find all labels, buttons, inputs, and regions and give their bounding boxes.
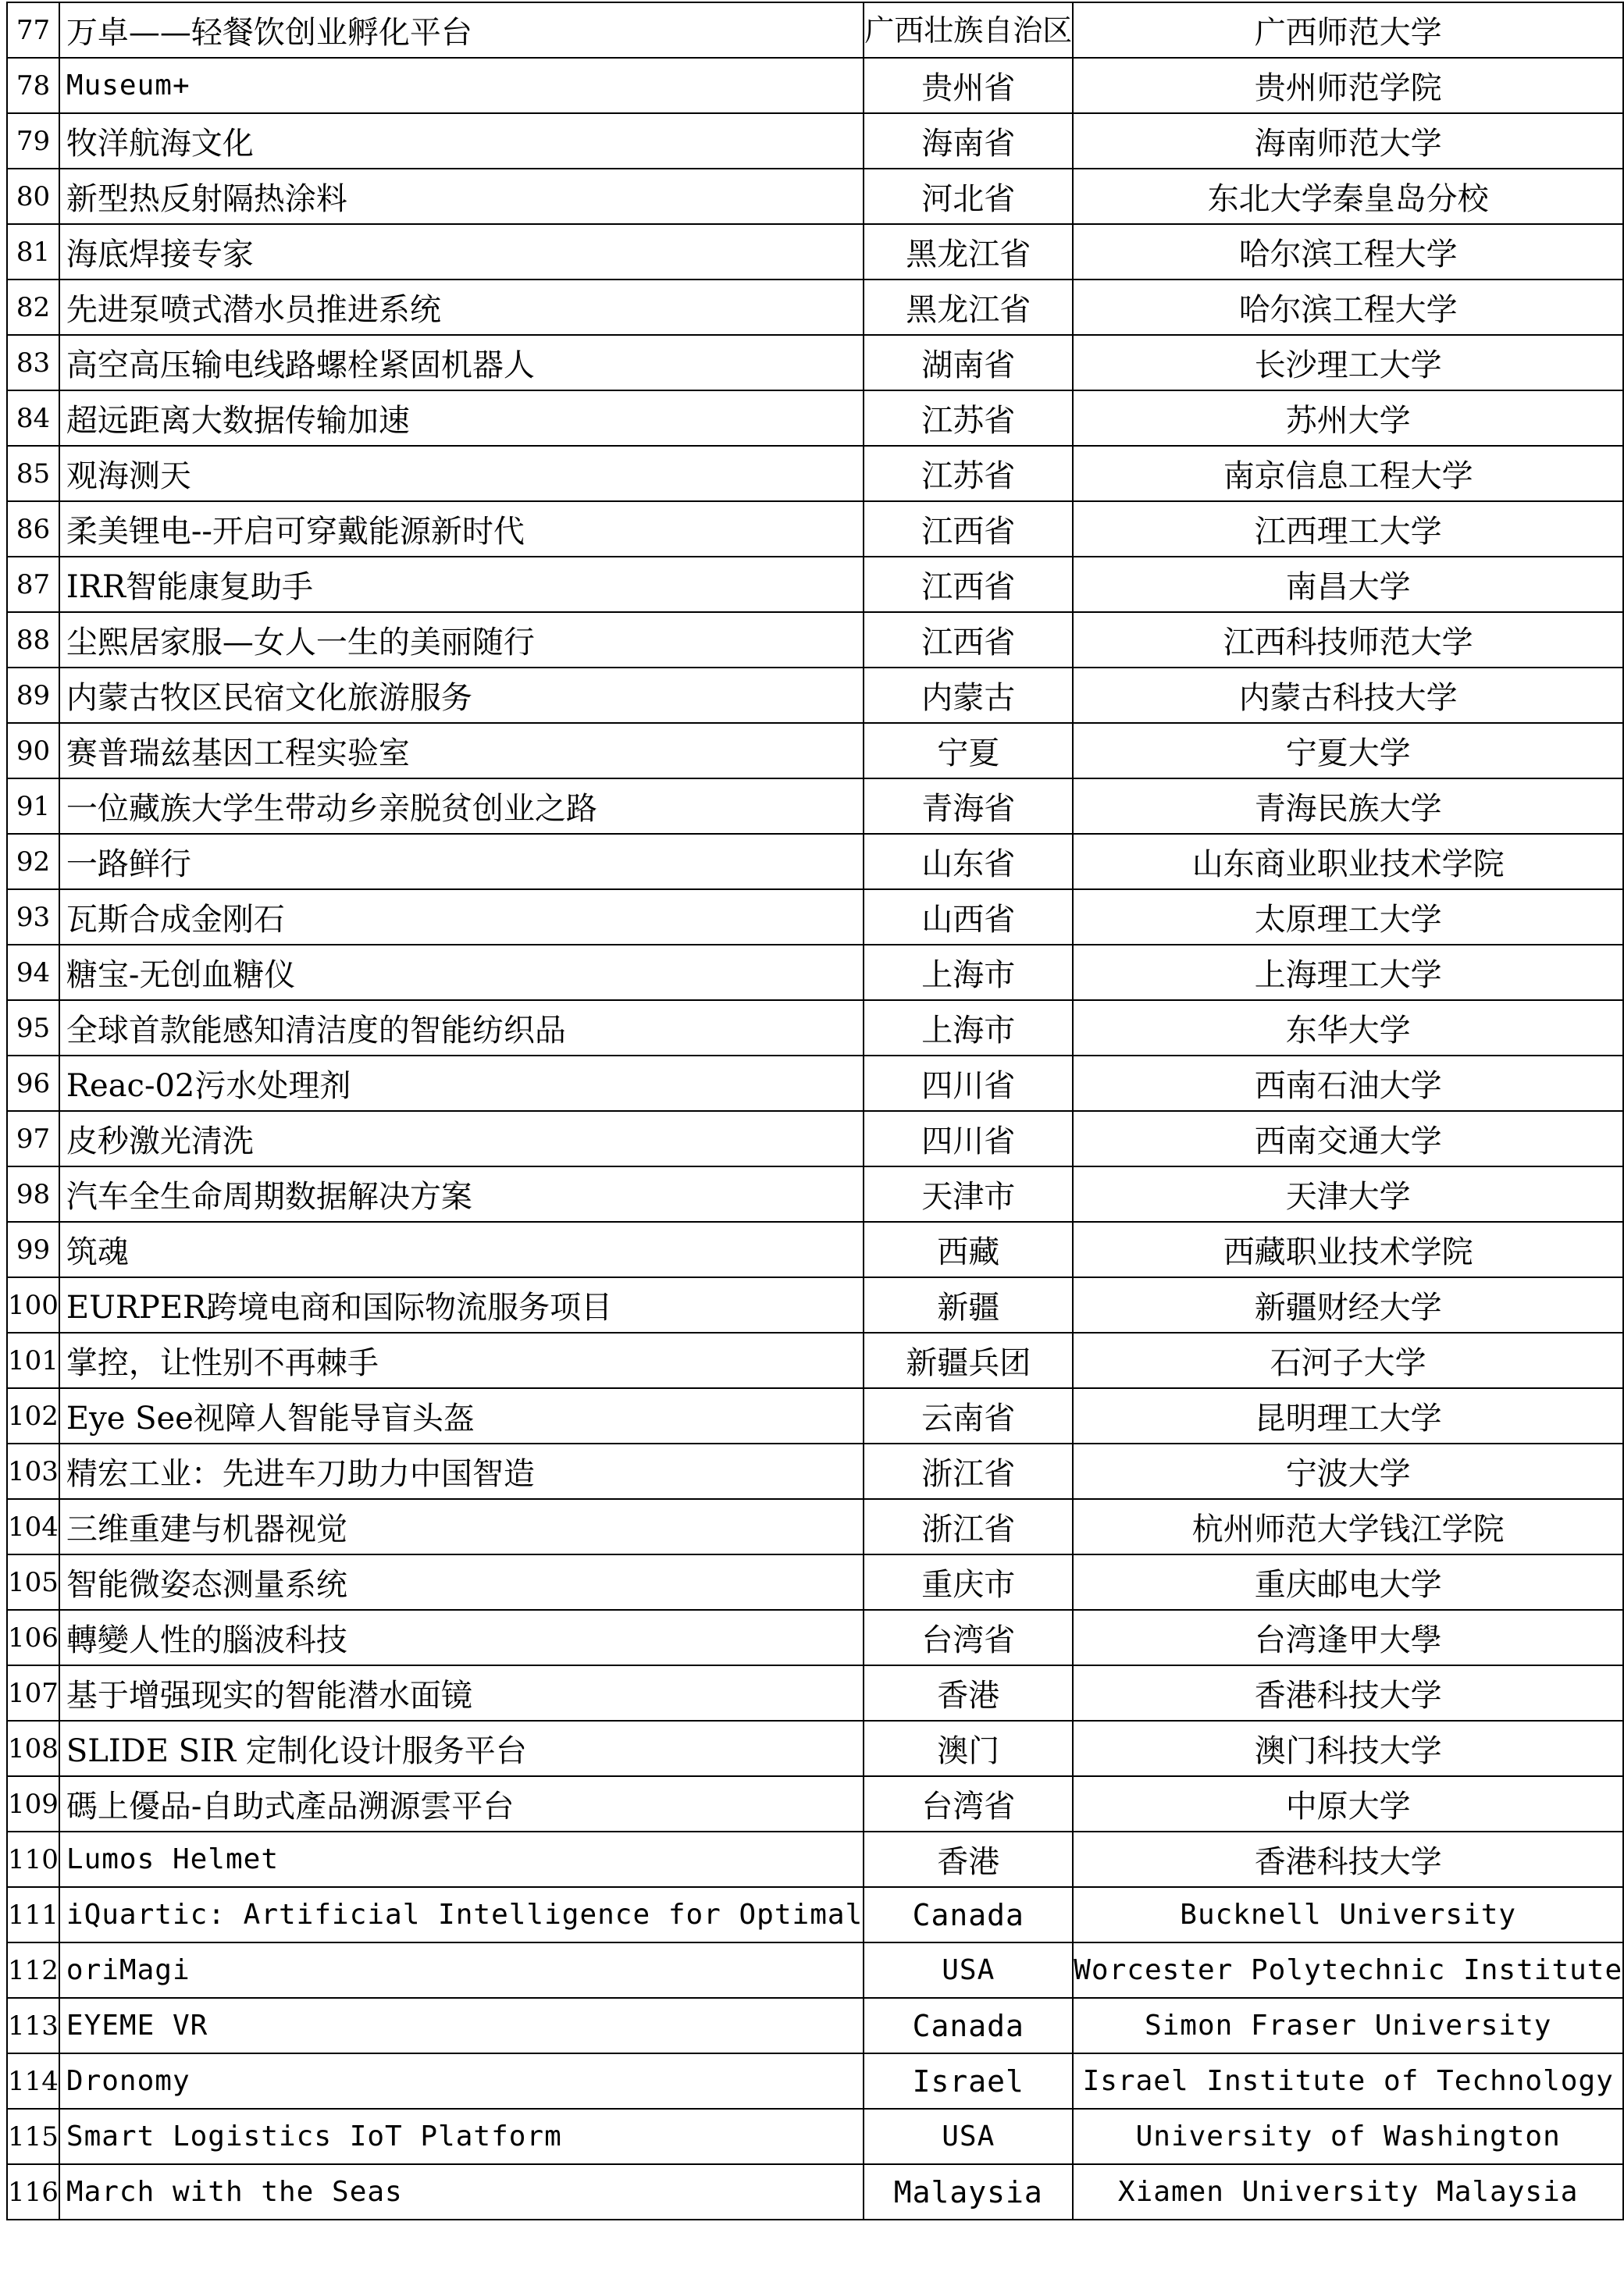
row-number-cell: 79 [7,113,59,169]
project-name-cell: 超远距离大数据传输加速 [59,390,864,446]
table-row [7,1832,1623,1887]
table-row [7,1887,1623,1942]
row-number-cell: 85 [7,446,59,501]
province-cell: Malaysia [864,2164,1073,2220]
school-cell: University of Washington [1073,2109,1623,2164]
table-row [7,889,1623,945]
row-number-cell: 80 [7,169,59,224]
row-number-cell: 114 [7,2053,59,2109]
project-name-cell: Eye See视障人智能导盲头盔 [59,1388,864,1444]
province-cell: 江西省 [864,612,1073,668]
table-row [7,668,1623,723]
table-row [7,1388,1623,1444]
school-cell: 西南石油大学 [1073,1056,1623,1111]
row-number-cell: 101 [7,1333,59,1388]
project-name-cell: 先进泵喷式潜水员推进系统 [59,280,864,335]
school-cell: 江西理工大学 [1073,501,1623,557]
province-cell: 台湾省 [864,1610,1073,1665]
row-number-cell: 98 [7,1166,59,1222]
table-row [7,113,1623,169]
row-number-cell: 97 [7,1111,59,1166]
school-cell: Bucknell University [1073,1887,1623,1942]
school-cell: 贵州师范学院 [1073,58,1623,113]
project-name-cell: Reac-02污水处理剂 [59,1056,864,1111]
project-name-cell: 一路鲜行 [59,834,864,889]
project-name-cell: 一位藏族大学生带动乡亲脱贫创业之路 [59,778,864,834]
row-number-cell: 94 [7,945,59,1000]
province-cell: 新疆兵团 [864,1333,1073,1388]
table-row [7,1942,1623,1998]
table-row [7,1776,1623,1832]
project-name-cell: 尘熙居家服—女人一生的美丽随行 [59,612,864,668]
province-cell: 宁夏 [864,723,1073,778]
table-row [7,1499,1623,1554]
province-cell: 贵州省 [864,58,1073,113]
school-cell: 香港科技大学 [1073,1832,1623,1887]
row-number-cell: 99 [7,1222,59,1277]
project-name-cell: 柔美锂电--开启可穿戴能源新时代 [59,501,864,557]
project-name-cell: Lumos Helmet [59,1832,864,1887]
row-number-cell: 90 [7,723,59,778]
province-cell: USA [864,2109,1073,2164]
row-number-cell: 78 [7,58,59,113]
province-cell: 上海市 [864,1000,1073,1056]
table-row [7,1056,1623,1111]
project-table [6,2,1624,2220]
row-number-cell: 86 [7,501,59,557]
project-name-cell: 三维重建与机器视觉 [59,1499,864,1554]
province-cell: 山西省 [864,889,1073,945]
table-row [7,1721,1623,1776]
province-cell: 海南省 [864,113,1073,169]
school-cell: 太原理工大学 [1073,889,1623,945]
row-number-cell: 96 [7,1056,59,1111]
school-cell: 西南交通大学 [1073,1111,1623,1166]
province-cell: 黑龙江省 [864,280,1073,335]
province-cell: 浙江省 [864,1499,1073,1554]
province-cell: 上海市 [864,945,1073,1000]
school-cell: 苏州大学 [1073,390,1623,446]
province-cell: 重庆市 [864,1554,1073,1610]
table-row [7,280,1623,335]
table-row [7,1166,1623,1222]
table-row [7,834,1623,889]
row-number-cell: 82 [7,280,59,335]
table-row [7,945,1623,1000]
row-number-cell: 105 [7,1554,59,1610]
project-name-cell: 掌控，让性别不再棘手 [59,1333,864,1388]
province-cell: USA [864,1942,1073,1998]
province-cell: 青海省 [864,778,1073,834]
table-row [7,169,1623,224]
table-row [7,1000,1623,1056]
project-name-cell: 万卓——轻餐饮创业孵化平台 [59,2,864,58]
table-row [7,1554,1623,1610]
project-name-cell: 碼上優品-自助式產品溯源雲平台 [59,1776,864,1832]
province-cell: 广西壮族自治区 [864,2,1073,58]
school-cell: 重庆邮电大学 [1073,1554,1623,1610]
school-cell: 香港科技大学 [1073,1665,1623,1721]
row-number-cell: 88 [7,612,59,668]
row-number-cell: 107 [7,1665,59,1721]
school-cell: 长沙理工大学 [1073,335,1623,390]
school-cell: 上海理工大学 [1073,945,1623,1000]
province-cell: 黑龙江省 [864,224,1073,280]
school-cell: 江西科技师范大学 [1073,612,1623,668]
province-cell: 云南省 [864,1388,1073,1444]
school-cell: Israel Institute of Technology [1073,2053,1623,2109]
province-cell: 香港 [864,1665,1073,1721]
school-cell: Simon Fraser University [1073,1998,1623,2053]
project-name-cell: 轉變人性的腦波科技 [59,1610,864,1665]
project-name-cell: 筑魂 [59,1222,864,1277]
project-name-cell: 糖宝-无创血糖仪 [59,945,864,1000]
table-row [7,1333,1623,1388]
province-cell: 天津市 [864,1166,1073,1222]
school-cell: 南昌大学 [1073,557,1623,612]
table-row [7,335,1623,390]
school-cell: 宁波大学 [1073,1444,1623,1499]
school-cell: 内蒙古科技大学 [1073,668,1623,723]
school-cell: 东北大学秦皇岛分校 [1073,169,1623,224]
project-name-cell: SLIDE SIR 定制化设计服务平台 [59,1721,864,1776]
table-row [7,557,1623,612]
school-cell: 广西师范大学 [1073,2,1623,58]
row-number-cell: 95 [7,1000,59,1056]
school-cell: 天津大学 [1073,1166,1623,1222]
row-number-cell: 84 [7,390,59,446]
school-cell: 南京信息工程大学 [1073,446,1623,501]
province-cell: 浙江省 [864,1444,1073,1499]
project-name-cell: Smart Logistics IoT Platform [59,2109,864,2164]
table-row [7,501,1623,557]
table-row [7,1111,1623,1166]
project-name-cell: 皮秒激光清洗 [59,1111,864,1166]
row-number-cell: 92 [7,834,59,889]
project-name-cell: 基于增强现实的智能潜水面镜 [59,1665,864,1721]
province-cell: 澳门 [864,1721,1073,1776]
province-cell: 江苏省 [864,390,1073,446]
row-number-cell: 113 [7,1998,59,2053]
row-number-cell: 77 [7,2,59,58]
row-number-cell: 100 [7,1277,59,1333]
project-name-cell: Dronomy [59,2053,864,2109]
province-cell: 新疆 [864,1277,1073,1333]
project-name-cell: March with the Seas [59,2164,864,2220]
school-cell: 山东商业职业技术学院 [1073,834,1623,889]
school-cell: 青海民族大学 [1073,778,1623,834]
row-number-cell: 109 [7,1776,59,1832]
school-cell: 海南师范大学 [1073,113,1623,169]
project-name-cell: oriMagi [59,1942,864,1998]
row-number-cell: 108 [7,1721,59,1776]
row-number-cell: 103 [7,1444,59,1499]
province-cell: 台湾省 [864,1776,1073,1832]
school-cell: 西藏职业技术学院 [1073,1222,1623,1277]
table-row [7,778,1623,834]
school-cell: 东华大学 [1073,1000,1623,1056]
project-name-cell: 汽车全生命周期数据解决方案 [59,1166,864,1222]
province-cell: 湖南省 [864,335,1073,390]
school-cell: 石河子大学 [1073,1333,1623,1388]
project-name-cell: 全球首款能感知清洁度的智能纺织品 [59,1000,864,1056]
project-name-cell: iQuartic: Artificial Intelligence for Optimal [59,1887,864,1942]
school-cell: Xiamen University Malaysia [1073,2164,1623,2220]
table-row [7,58,1623,113]
project-name-cell: 观海测天 [59,446,864,501]
project-name-cell: 内蒙古牧区民宿文化旅游服务 [59,668,864,723]
row-number-cell: 112 [7,1942,59,1998]
project-name-cell: 高空高压输电线路螺栓紧固机器人 [59,335,864,390]
school-cell: 新疆财经大学 [1073,1277,1623,1333]
province-cell: Canada [864,1998,1073,2053]
table-row [7,2164,1623,2220]
project-name-cell: IRR智能康复助手 [59,557,864,612]
project-name-cell: EYEME VR [59,1998,864,2053]
table-row [7,1222,1623,1277]
table-row [7,1998,1623,2053]
table-row [7,723,1623,778]
row-number-cell: 102 [7,1388,59,1444]
school-cell: 澳门科技大学 [1073,1721,1623,1776]
table-row [7,390,1623,446]
school-cell: 杭州师范大学钱江学院 [1073,1499,1623,1554]
school-cell: 昆明理工大学 [1073,1388,1623,1444]
school-cell: 台湾逢甲大學 [1073,1610,1623,1665]
project-name-cell: 海底焊接专家 [59,224,864,280]
province-cell: 四川省 [864,1111,1073,1166]
table-row [7,1277,1623,1333]
project-table-body [7,2,1623,2220]
province-cell: 香港 [864,1832,1073,1887]
province-cell: 四川省 [864,1056,1073,1111]
province-cell: 西藏 [864,1222,1073,1277]
project-name-cell: EURPER跨境电商和国际物流服务项目 [59,1277,864,1333]
table-row [7,2,1623,58]
province-cell: 山东省 [864,834,1073,889]
school-cell: 宁夏大学 [1073,723,1623,778]
table-row [7,1665,1623,1721]
province-cell: 江苏省 [864,446,1073,501]
table-row [7,2109,1623,2164]
project-name-cell: 智能微姿态测量系统 [59,1554,864,1610]
row-number-cell: 89 [7,668,59,723]
table-row [7,612,1623,668]
row-number-cell: 106 [7,1610,59,1665]
row-number-cell: 93 [7,889,59,945]
province-cell: 内蒙古 [864,668,1073,723]
row-number-cell: 87 [7,557,59,612]
project-name-cell: 瓦斯合成金刚石 [59,889,864,945]
project-name-cell: 牧洋航海文化 [59,113,864,169]
table-row [7,1610,1623,1665]
province-cell: 江西省 [864,501,1073,557]
project-name-cell: 精宏工业：先进车刀助力中国智造 [59,1444,864,1499]
row-number-cell: 83 [7,335,59,390]
row-number-cell: 115 [7,2109,59,2164]
row-number-cell: 104 [7,1499,59,1554]
province-cell: Israel [864,2053,1073,2109]
table-row [7,2053,1623,2109]
school-cell: Worcester Polytechnic Institute [1073,1942,1623,1998]
province-cell: Canada [864,1887,1073,1942]
school-cell: 中原大学 [1073,1776,1623,1832]
province-cell: 河北省 [864,169,1073,224]
table-row [7,1444,1623,1499]
row-number-cell: 116 [7,2164,59,2220]
school-cell: 哈尔滨工程大学 [1073,224,1623,280]
row-number-cell: 110 [7,1832,59,1887]
row-number-cell: 81 [7,224,59,280]
project-name-cell: 赛普瑞兹基因工程实验室 [59,723,864,778]
project-name-cell: Museum+ [59,58,864,113]
table-row [7,224,1623,280]
table-row [7,446,1623,501]
province-cell: 江西省 [864,557,1073,612]
row-number-cell: 111 [7,1887,59,1942]
project-name-cell: 新型热反射隔热涂料 [59,169,864,224]
row-number-cell: 91 [7,778,59,834]
school-cell: 哈尔滨工程大学 [1073,280,1623,335]
